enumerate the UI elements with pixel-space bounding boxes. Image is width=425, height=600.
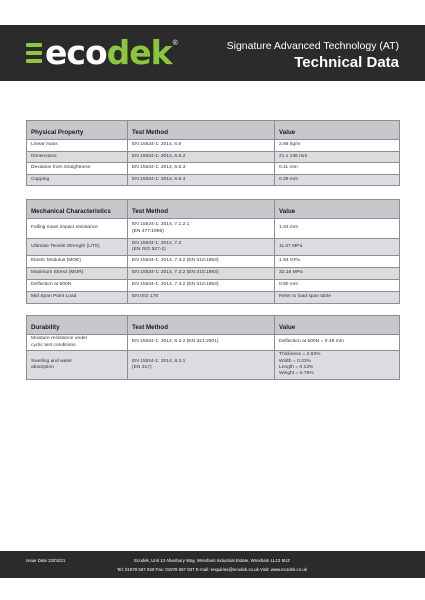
column-header: Value xyxy=(275,316,400,335)
table-row xyxy=(27,219,400,239)
table-cell: EN 15534-1: 2014, 7.3.2 (EN 310:1993) xyxy=(128,268,275,280)
table-cell: EN 15534-1: 2014, 6.5 xyxy=(128,140,275,152)
table-cell: 0.29 mm xyxy=(275,174,400,186)
table-header-row xyxy=(27,316,400,335)
table-row xyxy=(27,351,400,380)
logo-stripes-icon xyxy=(26,41,42,65)
column-header: Durability xyxy=(27,316,128,335)
page-header xyxy=(0,25,425,81)
durability-table xyxy=(26,315,400,380)
logo-text-dek: dek xyxy=(106,33,172,72)
table-cell: Falling mass impact resistance xyxy=(27,219,128,239)
table-cell: Maximum Stress (MOR) xyxy=(27,268,128,280)
table-cell: 0.11 mm xyxy=(275,163,400,175)
table-cell: Dimensions xyxy=(27,151,128,163)
column-header: Value xyxy=(275,200,400,219)
column-header: Value xyxy=(275,121,400,140)
table-cell: Swelling and water absorption xyxy=(27,351,128,380)
column-header: Mechanical Characteristics xyxy=(27,200,128,219)
table-cell: EN 15534-1: 2014, 7.1.2.1 (EN 477:1995) xyxy=(128,219,275,239)
registered-mark: ® xyxy=(172,40,178,47)
column-header: Test Method xyxy=(128,200,275,219)
column-header: Test Method xyxy=(128,121,275,140)
column-header: Test Method xyxy=(128,316,275,335)
table-cell: EN 15534-1: 2014, 7.3.2 (EN 310:1993) xyxy=(128,280,275,292)
table-cell: EN 15534-1: 2014, 6.6.2 xyxy=(128,151,275,163)
table-cell: 1.94 GPa xyxy=(275,256,400,268)
table-row xyxy=(27,239,400,256)
table-cell: Deflection at 500N xyxy=(27,280,128,292)
table-cell: EN 15534-1: 2014, 7.2 (EN ISO 527-2) xyxy=(128,239,275,256)
issue-date: Issue Date 22/02/21 xyxy=(26,558,66,563)
table-row xyxy=(27,174,400,186)
table-row xyxy=(27,140,400,152)
table-row xyxy=(27,335,400,351)
table-row xyxy=(27,256,400,268)
table-cell: Ultimate Tensile Strength (UTS) xyxy=(27,239,128,256)
ecodek-logo xyxy=(26,33,178,73)
table-cell: 2.86 kg/m xyxy=(275,140,400,152)
column-header: Physical Property xyxy=(27,121,128,140)
table-cell: Linear mass xyxy=(27,140,128,152)
table-header-row xyxy=(27,200,400,219)
table-cell: Cupping xyxy=(27,174,128,186)
table-cell: 32.18 MPa xyxy=(275,268,400,280)
table-cell: Mid Span Point Load xyxy=(27,292,128,304)
table-cell: Moisture resistance under cyclic test conditions xyxy=(27,335,128,351)
document-title: Technical Data xyxy=(294,54,399,71)
table-cell: Deflection at 500N = 0.48 mm xyxy=(275,335,400,351)
table-cell: 21 x 136 mm xyxy=(275,151,400,163)
table-cell: 0.80 mm xyxy=(275,280,400,292)
table-cell: EN 15534-1: 2014, 6.6.4 xyxy=(128,174,275,186)
table-cell: EN ISO 178 xyxy=(128,292,275,304)
table-header-row xyxy=(27,121,400,140)
table-cell: Deviation from straightness xyxy=(27,163,128,175)
contact-details: Tel: 01978 667 840 Fax: 01978 667 837 E-mail: enquiries@ecodek.co.uk Visit: www.ecodek.co.uk xyxy=(116,567,308,572)
page-footer xyxy=(0,551,425,578)
physical-property-table xyxy=(26,120,400,186)
table-row xyxy=(27,292,400,304)
table-cell: Thickness = 2.63% Width = 0.33% Length = 0.13% Weight = 0.78% xyxy=(275,351,400,380)
table-row xyxy=(27,151,400,163)
table-cell: EN 15534-1: 2014, 8.3.1 (EN 317) xyxy=(128,351,275,380)
table-cell: EN 15534-1: 2014, 6.6.3 xyxy=(128,163,275,175)
table-cell: EN 15534-1: 2014, 7.3.2 (EN 310:1993) xyxy=(128,256,275,268)
table-cell: 1.04 mm xyxy=(275,219,400,239)
table-cell: EN 15534-1: 2014, 8.3.2 (EN 321:2001) xyxy=(128,335,275,351)
table-row xyxy=(27,280,400,292)
logo-text-eco: eco xyxy=(45,33,107,72)
table-cell: 11.67 MPa xyxy=(275,239,400,256)
table-cell: Elastic Modulus (MOE) xyxy=(27,256,128,268)
mechanical-characteristics-table xyxy=(26,199,400,304)
table-cell: Refer to load span table xyxy=(275,292,400,304)
table-row xyxy=(27,163,400,175)
table-row xyxy=(27,268,400,280)
company-address: Ecodek, Unit 13 Abenbury Way, Wrexham Industrial Estate, Wrexham LL13 9UZ xyxy=(134,558,290,563)
product-subtitle: Signature Advanced Technology (AT) xyxy=(226,40,399,52)
